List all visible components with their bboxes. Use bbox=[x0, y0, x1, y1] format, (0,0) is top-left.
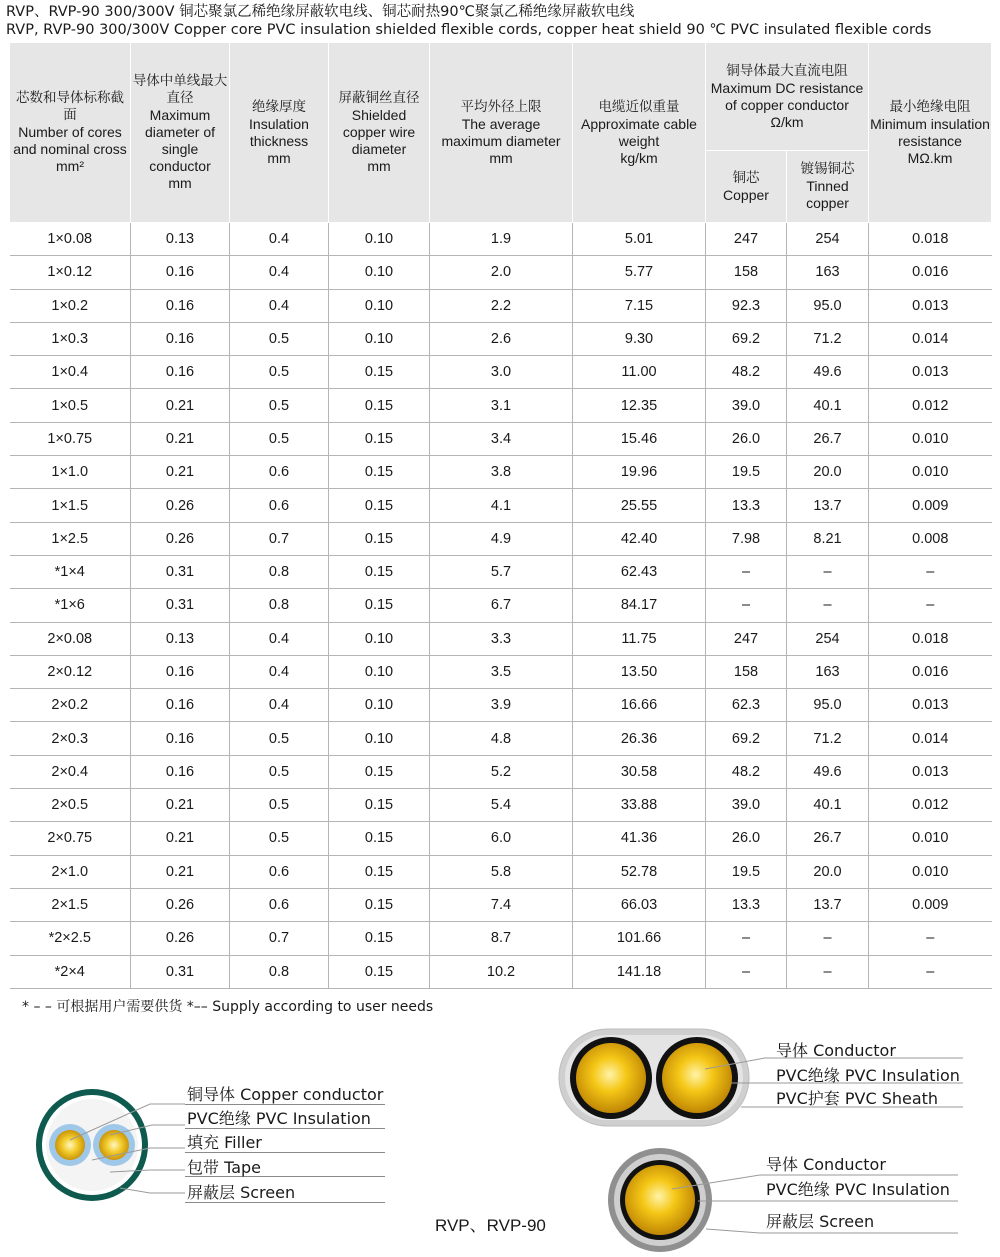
label-single-conductor: 导体 Conductor bbox=[766, 1155, 886, 1174]
table-cell: 4.8 bbox=[430, 722, 573, 755]
table-cell: – bbox=[706, 922, 787, 955]
table-cell: – bbox=[787, 955, 869, 988]
table-cell: 247 bbox=[706, 223, 787, 256]
table-row bbox=[10, 922, 992, 955]
table-cell: 0.5 bbox=[230, 755, 329, 788]
label-flat-insulation: PVC绝缘 PVC Insulation bbox=[776, 1066, 960, 1085]
table-cell: 0.15 bbox=[329, 755, 430, 788]
table-cell: 20.0 bbox=[787, 855, 869, 888]
table-cell: 71.2 bbox=[787, 722, 869, 755]
table-cell: 2.6 bbox=[430, 322, 573, 355]
table-cell: 5.7 bbox=[430, 555, 573, 588]
table-cell: 0.26 bbox=[131, 489, 230, 522]
table-cell: 33.88 bbox=[573, 789, 706, 822]
table-cell: *2×2.5 bbox=[10, 922, 131, 955]
table-cell: 4.1 bbox=[430, 489, 573, 522]
table-cell: 0.15 bbox=[329, 822, 430, 855]
table-cell: 0.15 bbox=[329, 555, 430, 588]
table-cell: 158 bbox=[706, 655, 787, 688]
table-cell: – bbox=[706, 589, 787, 622]
table-cell: – bbox=[706, 955, 787, 988]
table-cell: 0.15 bbox=[329, 922, 430, 955]
table-cell: *1×6 bbox=[10, 589, 131, 622]
table-cell: 0.7 bbox=[230, 522, 329, 555]
table-cell: 0.013 bbox=[869, 289, 992, 322]
table-cell: 3.4 bbox=[430, 422, 573, 455]
table-cell: 5.77 bbox=[573, 256, 706, 289]
table-cell: 0.8 bbox=[230, 555, 329, 588]
table-row bbox=[10, 855, 992, 888]
header-shield-wire: 屏蔽铜丝直径 Shielded copper wire diameter mm bbox=[329, 43, 430, 223]
table-cell: 101.66 bbox=[573, 922, 706, 955]
table-cell: 2×0.5 bbox=[10, 789, 131, 822]
table-cell: 0.018 bbox=[869, 223, 992, 256]
table-cell: 2×0.75 bbox=[10, 822, 131, 855]
table-row bbox=[10, 356, 992, 389]
table-cell: 1.9 bbox=[430, 223, 573, 256]
table-cell: 0.10 bbox=[329, 289, 430, 322]
table-cell: 0.21 bbox=[131, 389, 230, 422]
table-cell: 5.01 bbox=[573, 223, 706, 256]
table-cell: 0.10 bbox=[329, 689, 430, 722]
table-cell: 49.6 bbox=[787, 356, 869, 389]
table-cell: 26.7 bbox=[787, 822, 869, 855]
table-cell: 52.78 bbox=[573, 855, 706, 888]
table-cell: 0.4 bbox=[230, 622, 329, 655]
table-cell: 0.21 bbox=[131, 789, 230, 822]
table-cell: 0.010 bbox=[869, 855, 992, 888]
table-cell: 247 bbox=[706, 622, 787, 655]
table-cell: 0.7 bbox=[230, 922, 329, 955]
table-cell: 2×0.2 bbox=[10, 689, 131, 722]
table-cell: 0.016 bbox=[869, 256, 992, 289]
table-cell: 8.7 bbox=[430, 922, 573, 955]
header-max-diameter: 导体中单线最大直径 Maximum diameter of single conductor mm bbox=[131, 43, 230, 223]
table-cell: 13.7 bbox=[787, 489, 869, 522]
table-cell: 0.6 bbox=[230, 489, 329, 522]
table-cell: 0.13 bbox=[131, 622, 230, 655]
table-cell: 5.4 bbox=[430, 789, 573, 822]
table-cell: 0.4 bbox=[230, 289, 329, 322]
table-cell: 0.21 bbox=[131, 855, 230, 888]
table-cell: 0.010 bbox=[869, 822, 992, 855]
table-cell: 1×0.3 bbox=[10, 322, 131, 355]
header-weight: 电缆近似重量 Approximate cable weight kg/km bbox=[573, 43, 706, 223]
table-cell: 0.15 bbox=[329, 955, 430, 988]
table-cell: 158 bbox=[706, 256, 787, 289]
table-cell: 3.3 bbox=[430, 622, 573, 655]
table-cell: 2×1.5 bbox=[10, 888, 131, 921]
table-cell: 71.2 bbox=[787, 322, 869, 355]
table-cell: 0.10 bbox=[329, 322, 430, 355]
table-row bbox=[10, 888, 992, 921]
header-outer-diameter: 平均外径上限 The average maximum diameter mm bbox=[430, 43, 573, 223]
table-cell: 40.1 bbox=[787, 789, 869, 822]
table-cell: 0.21 bbox=[131, 822, 230, 855]
table-cell: 0.5 bbox=[230, 822, 329, 855]
table-row bbox=[10, 689, 992, 722]
table-cell: 0.15 bbox=[329, 789, 430, 822]
table-row bbox=[10, 589, 992, 622]
table-cell: 0.013 bbox=[869, 356, 992, 389]
table-cell: 1×0.4 bbox=[10, 356, 131, 389]
table-cell: 2×1.0 bbox=[10, 855, 131, 888]
table-cell: 92.3 bbox=[706, 289, 787, 322]
table-cell: 0.4 bbox=[230, 655, 329, 688]
table-cell: 0.013 bbox=[869, 689, 992, 722]
table-cell: 0.16 bbox=[131, 256, 230, 289]
table-cell: 7.4 bbox=[430, 888, 573, 921]
table-cell: 0.10 bbox=[329, 655, 430, 688]
table-cell: 0.6 bbox=[230, 456, 329, 489]
table-cell: 1×2.5 bbox=[10, 522, 131, 555]
table-cell: 16.66 bbox=[573, 689, 706, 722]
table-cell: 69.2 bbox=[706, 722, 787, 755]
table-cell: 0.31 bbox=[131, 955, 230, 988]
table-cell: 26.7 bbox=[787, 422, 869, 455]
footnote: * – – 可根据用户需要供货 *–– Supply according to user needs bbox=[22, 999, 434, 1015]
table-cell: 1×0.75 bbox=[10, 422, 131, 455]
table-row bbox=[10, 522, 992, 555]
table-cell: 0.4 bbox=[230, 223, 329, 256]
table-cell: 0.6 bbox=[230, 888, 329, 921]
table-cell: 10.2 bbox=[430, 955, 573, 988]
table-cell: 41.36 bbox=[573, 822, 706, 855]
title-english: RVP, RVP-90 300/300V Copper core PVC insulation shielded flexible cords, copper heat shield 90 ℃ PVC insulated flexible cords bbox=[6, 22, 932, 38]
table-cell: 7.98 bbox=[706, 522, 787, 555]
table-cell: 0.16 bbox=[131, 655, 230, 688]
table-cell: 12.35 bbox=[573, 389, 706, 422]
table-cell: – bbox=[787, 589, 869, 622]
label-screen: 屏蔽层 Screen bbox=[187, 1183, 296, 1202]
table-cell: 25.55 bbox=[573, 489, 706, 522]
label-single-insulation: PVC绝缘 PVC Insulation bbox=[766, 1180, 950, 1199]
table-cell: 26.0 bbox=[706, 822, 787, 855]
table-cell: 84.17 bbox=[573, 589, 706, 622]
label-flat-sheath: PVC护套 PVC Sheath bbox=[776, 1089, 939, 1108]
table-cell: 163 bbox=[787, 256, 869, 289]
table-cell: 0.013 bbox=[869, 755, 992, 788]
label-pvc-insulation: PVC绝缘 PVC Insulation bbox=[187, 1109, 371, 1128]
table-cell: 19.5 bbox=[706, 855, 787, 888]
table-cell: 19.5 bbox=[706, 456, 787, 489]
table-cell: 2×0.12 bbox=[10, 655, 131, 688]
table-cell: 0.009 bbox=[869, 888, 992, 921]
table-cell: 0.018 bbox=[869, 622, 992, 655]
table-cell: 2.0 bbox=[430, 256, 573, 289]
table-cell: 0.16 bbox=[131, 322, 230, 355]
table-cell: 0.8 bbox=[230, 589, 329, 622]
table-cell: 0.4 bbox=[230, 256, 329, 289]
table-cell: 0.5 bbox=[230, 356, 329, 389]
table-cell: 13.50 bbox=[573, 655, 706, 688]
table-row bbox=[10, 256, 992, 289]
table-row bbox=[10, 555, 992, 588]
table-cell: 95.0 bbox=[787, 689, 869, 722]
table-cell: 0.15 bbox=[329, 489, 430, 522]
table-cell: 13.3 bbox=[706, 489, 787, 522]
table-cell: 0.10 bbox=[329, 722, 430, 755]
table-cell: 254 bbox=[787, 223, 869, 256]
table-cell: 48.2 bbox=[706, 356, 787, 389]
header-dc-resistance: 铜导体最大直流电阻 Maximum DC resistance of copper conductor Ω/km bbox=[706, 43, 869, 151]
table-cell: 13.7 bbox=[787, 888, 869, 921]
table-cell: 62.43 bbox=[573, 555, 706, 588]
table-cell: 0.16 bbox=[131, 755, 230, 788]
table-cell: 0.15 bbox=[329, 888, 430, 921]
table-row bbox=[10, 389, 992, 422]
table-cell: 3.8 bbox=[430, 456, 573, 489]
table-cell: 0.26 bbox=[131, 922, 230, 955]
table-cell: 2×0.3 bbox=[10, 722, 131, 755]
table-cell: 39.0 bbox=[706, 789, 787, 822]
table-cell: 0.10 bbox=[329, 223, 430, 256]
table-cell: 0.31 bbox=[131, 589, 230, 622]
table-cell: – bbox=[787, 922, 869, 955]
table-cell: 1×1.5 bbox=[10, 489, 131, 522]
table-cell: 30.58 bbox=[573, 755, 706, 788]
table-row bbox=[10, 822, 992, 855]
table-cell: 5.2 bbox=[430, 755, 573, 788]
table-cell: 1×0.5 bbox=[10, 389, 131, 422]
spec-table bbox=[9, 42, 992, 989]
table-cell: 13.3 bbox=[706, 888, 787, 921]
table-cell: 62.3 bbox=[706, 689, 787, 722]
table-row bbox=[10, 955, 992, 988]
table-row bbox=[10, 789, 992, 822]
table-cell: 0.012 bbox=[869, 789, 992, 822]
table-cell: 0.014 bbox=[869, 322, 992, 355]
table-cell: 0.012 bbox=[869, 389, 992, 422]
table-cell: – bbox=[787, 555, 869, 588]
header-insulation: 绝缘厚度 Insulation thickness mm bbox=[230, 43, 329, 223]
table-cell: 42.40 bbox=[573, 522, 706, 555]
table-cell: 0.15 bbox=[329, 456, 430, 489]
header-tinned-copper: 镀锡铜芯 Tinned copper bbox=[787, 151, 869, 223]
table-cell: 0.15 bbox=[329, 855, 430, 888]
table-cell: 6.0 bbox=[430, 822, 573, 855]
table-cell: 0.5 bbox=[230, 322, 329, 355]
table-cell: *1×4 bbox=[10, 555, 131, 588]
table-cell: 2×0.4 bbox=[10, 755, 131, 788]
table-cell: 5.8 bbox=[430, 855, 573, 888]
label-flat-conductor: 导体 Conductor bbox=[776, 1041, 896, 1060]
table-cell: 0.4 bbox=[230, 689, 329, 722]
table-cell: 0.31 bbox=[131, 555, 230, 588]
table-cell: 0.16 bbox=[131, 722, 230, 755]
table-cell: 19.96 bbox=[573, 456, 706, 489]
header-cores: 芯数和导体标称截面 Number of cores and nominal cross mm² bbox=[10, 43, 131, 223]
table-cell: 141.18 bbox=[573, 955, 706, 988]
table-cell: 0.26 bbox=[131, 522, 230, 555]
table-cell: – bbox=[869, 922, 992, 955]
table-cell: 7.15 bbox=[573, 289, 706, 322]
table-cell: 49.6 bbox=[787, 755, 869, 788]
table-cell: 254 bbox=[787, 622, 869, 655]
table-cell: 1×0.12 bbox=[10, 256, 131, 289]
table-cell: 26.36 bbox=[573, 722, 706, 755]
table-row bbox=[10, 722, 992, 755]
table-cell: 20.0 bbox=[787, 456, 869, 489]
table-cell: 26.0 bbox=[706, 422, 787, 455]
table-cell: 15.46 bbox=[573, 422, 706, 455]
table-row bbox=[10, 422, 992, 455]
table-cell: 0.26 bbox=[131, 888, 230, 921]
title-chinese: RVP、RVP-90 300/300V 铜芯聚氯乙稀绝缘屏蔽软电线、铜芯耐热90℃聚氯乙稀绝缘屏蔽软电线 bbox=[6, 4, 635, 20]
table-cell: 0.008 bbox=[869, 522, 992, 555]
label-single-screen: 屏蔽层 Screen bbox=[766, 1212, 875, 1231]
header-copper: 铜芯 Copper bbox=[706, 151, 787, 223]
table-cell: 0.009 bbox=[869, 489, 992, 522]
table-row bbox=[10, 489, 992, 522]
table-cell: 40.1 bbox=[787, 389, 869, 422]
table-cell: 0.16 bbox=[131, 689, 230, 722]
table-cell: – bbox=[706, 555, 787, 588]
table-cell: 0.010 bbox=[869, 422, 992, 455]
table-cell: 163 bbox=[787, 655, 869, 688]
table-cell: 11.00 bbox=[573, 356, 706, 389]
table-cell: 0.21 bbox=[131, 422, 230, 455]
table-cell: 0.5 bbox=[230, 389, 329, 422]
table-cell: 0.15 bbox=[329, 422, 430, 455]
table-cell: 3.5 bbox=[430, 655, 573, 688]
label-tape: 包带 Tape bbox=[187, 1158, 262, 1177]
table-cell: 0.5 bbox=[230, 422, 329, 455]
table-row bbox=[10, 456, 992, 489]
table-row bbox=[10, 655, 992, 688]
table-cell: 0.16 bbox=[131, 356, 230, 389]
table-cell: 0.15 bbox=[329, 356, 430, 389]
table-cell: 0.5 bbox=[230, 789, 329, 822]
table-cell: 0.014 bbox=[869, 722, 992, 755]
table-cell: 3.9 bbox=[430, 689, 573, 722]
table-cell: 0.15 bbox=[329, 589, 430, 622]
table-cell: 0.010 bbox=[869, 456, 992, 489]
table-cell: 0.016 bbox=[869, 655, 992, 688]
table-cell: 69.2 bbox=[706, 322, 787, 355]
table-cell: 0.13 bbox=[131, 223, 230, 256]
table-cell: 0.15 bbox=[329, 522, 430, 555]
table-cell: 0.5 bbox=[230, 722, 329, 755]
table-cell: – bbox=[869, 555, 992, 588]
table-row bbox=[10, 755, 992, 788]
table-cell: 0.8 bbox=[230, 955, 329, 988]
table-cell: – bbox=[869, 955, 992, 988]
table-cell: 6.7 bbox=[430, 589, 573, 622]
table-cell: 11.75 bbox=[573, 622, 706, 655]
table-cell: 4.9 bbox=[430, 522, 573, 555]
table-cell: 0.15 bbox=[329, 389, 430, 422]
table-cell: 3.0 bbox=[430, 356, 573, 389]
table-cell: 3.1 bbox=[430, 389, 573, 422]
table-cell: 2.2 bbox=[430, 289, 573, 322]
diagram-caption: RVP、RVP-90 bbox=[435, 1216, 546, 1235]
table-cell: 1×0.2 bbox=[10, 289, 131, 322]
table-row bbox=[10, 223, 992, 256]
table-cell: 0.16 bbox=[131, 289, 230, 322]
table-cell: 0.10 bbox=[329, 622, 430, 655]
table-cell: 0.10 bbox=[329, 256, 430, 289]
table-cell: 95.0 bbox=[787, 289, 869, 322]
header-min-insulation: 最小绝缘电阻 Minimum insulation resistance MΩ.km bbox=[869, 43, 992, 223]
table-row bbox=[10, 289, 992, 322]
table-cell: *2×4 bbox=[10, 955, 131, 988]
table-cell: 66.03 bbox=[573, 888, 706, 921]
spec-table-body bbox=[10, 223, 992, 989]
label-copper-conductor: 铜导体 Copper conductor bbox=[187, 1085, 384, 1104]
table-cell: 1×1.0 bbox=[10, 456, 131, 489]
table-row bbox=[10, 322, 992, 355]
table-cell: 2×0.08 bbox=[10, 622, 131, 655]
table-cell: 0.21 bbox=[131, 456, 230, 489]
label-filler: 填充 Filler bbox=[187, 1133, 262, 1152]
table-cell: 48.2 bbox=[706, 755, 787, 788]
table-cell: 8.21 bbox=[787, 522, 869, 555]
table-cell: 39.0 bbox=[706, 389, 787, 422]
table-row bbox=[10, 622, 992, 655]
table-cell: 9.30 bbox=[573, 322, 706, 355]
table-cell: 0.6 bbox=[230, 855, 329, 888]
table-cell: – bbox=[869, 589, 992, 622]
table-cell: 1×0.08 bbox=[10, 223, 131, 256]
